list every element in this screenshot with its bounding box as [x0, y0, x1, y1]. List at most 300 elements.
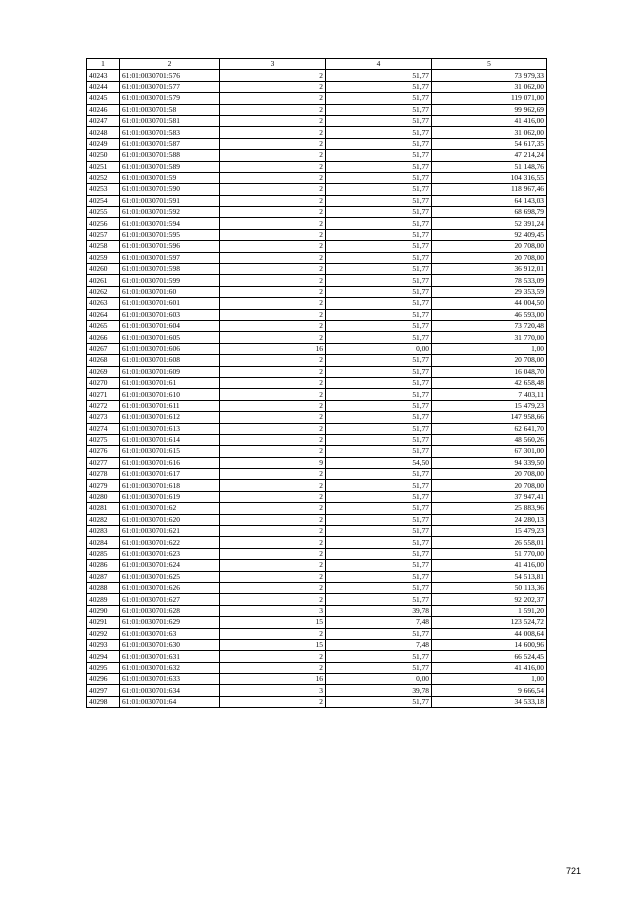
cell-value: 15 479,23	[432, 526, 547, 537]
cell-value: 20 708,00	[432, 355, 547, 366]
cell-record-number: 40295	[87, 662, 120, 673]
cell-area: 51,77	[326, 366, 432, 377]
cell-value: 67 301,00	[432, 446, 547, 457]
table-row	[87, 628, 547, 639]
cell-count: 2	[220, 252, 326, 263]
table-row	[87, 605, 547, 616]
cell-record-number: 40266	[87, 332, 120, 343]
cell-area: 51,77	[326, 320, 432, 331]
table-row	[87, 150, 547, 161]
cell-count: 2	[220, 503, 326, 514]
cell-cadastral-number: 61:01:0030701:59	[120, 172, 220, 183]
cell-record-number: 40258	[87, 241, 120, 252]
cell-record-number: 40249	[87, 138, 120, 149]
cell-area: 51,77	[326, 651, 432, 662]
cell-area: 51,77	[326, 480, 432, 491]
cell-value: 16 048,70	[432, 366, 547, 377]
cell-record-number: 40298	[87, 696, 120, 707]
cell-area: 51,77	[326, 400, 432, 411]
cell-value: 37 947,41	[432, 491, 547, 502]
cell-value: 92 202,37	[432, 594, 547, 605]
cell-area: 51,77	[326, 286, 432, 297]
cell-record-number: 40288	[87, 582, 120, 593]
cell-value: 50 113,36	[432, 582, 547, 593]
cell-record-number: 40273	[87, 412, 120, 423]
cell-area: 51,77	[326, 537, 432, 548]
table-row	[87, 241, 547, 252]
cell-record-number: 40296	[87, 674, 120, 685]
cell-value: 41 416,00	[432, 560, 547, 571]
cell-count: 2	[220, 241, 326, 252]
cell-record-number: 40244	[87, 81, 120, 92]
cell-cadastral-number: 61:01:0030701:633	[120, 674, 220, 685]
cell-count: 2	[220, 377, 326, 388]
cell-area: 51,77	[326, 138, 432, 149]
cell-value: 44 004,50	[432, 298, 547, 309]
table-row	[87, 651, 547, 662]
cell-area: 51,77	[326, 218, 432, 229]
cell-cadastral-number: 61:01:0030701:632	[120, 662, 220, 673]
cell-cadastral-number: 61:01:0030701:597	[120, 252, 220, 263]
cell-value: 20 708,00	[432, 480, 547, 491]
cell-record-number: 40253	[87, 184, 120, 195]
cell-count: 3	[220, 605, 326, 616]
table-row	[87, 161, 547, 172]
table-row	[87, 218, 547, 229]
cell-cadastral-number: 61:01:0030701:615	[120, 446, 220, 457]
page-number: 721	[566, 866, 582, 876]
cell-value: 64 143,03	[432, 195, 547, 206]
cell-value: 34 533,18	[432, 696, 547, 707]
cell-value: 68 698,79	[432, 207, 547, 218]
cell-count: 2	[220, 526, 326, 537]
cell-cadastral-number: 61:01:0030701:603	[120, 309, 220, 320]
cell-area: 51,77	[326, 252, 432, 263]
cell-value: 31 062,00	[432, 81, 547, 92]
cell-cadastral-number: 61:01:0030701:595	[120, 229, 220, 240]
cell-cadastral-number: 61:01:0030701:629	[120, 617, 220, 628]
table-row	[87, 685, 547, 696]
cell-count: 2	[220, 514, 326, 525]
column-header-5: 5	[432, 59, 547, 70]
cell-value: 118 967,46	[432, 184, 547, 195]
table-row	[87, 81, 547, 92]
cell-value: 20 708,00	[432, 241, 547, 252]
table-row	[87, 184, 547, 195]
cell-cadastral-number: 61:01:0030701:604	[120, 320, 220, 331]
cell-value: 31 770,00	[432, 332, 547, 343]
cell-value: 73 720,48	[432, 320, 547, 331]
table-row	[87, 343, 547, 354]
cell-record-number: 40276	[87, 446, 120, 457]
cell-count: 2	[220, 389, 326, 400]
cell-record-number: 40250	[87, 150, 120, 161]
cell-count: 16	[220, 343, 326, 354]
cell-record-number: 40283	[87, 526, 120, 537]
cell-value: 20 708,00	[432, 469, 547, 480]
cell-cadastral-number: 61:01:0030701:610	[120, 389, 220, 400]
table-row	[87, 514, 547, 525]
cell-record-number: 40263	[87, 298, 120, 309]
table-row	[87, 252, 547, 263]
cell-count: 2	[220, 560, 326, 571]
cell-area: 51,77	[326, 275, 432, 286]
cell-record-number: 40275	[87, 434, 120, 445]
cell-cadastral-number: 61:01:0030701:630	[120, 639, 220, 650]
table-row	[87, 207, 547, 218]
table-row	[87, 412, 547, 423]
cell-count: 2	[220, 309, 326, 320]
cell-value: 24 280,13	[432, 514, 547, 525]
cell-count: 2	[220, 423, 326, 434]
cell-record-number: 40247	[87, 115, 120, 126]
cell-record-number: 40257	[87, 229, 120, 240]
cell-count: 2	[220, 651, 326, 662]
cell-value: 119 071,00	[432, 93, 547, 104]
table-row	[87, 104, 547, 115]
cell-record-number: 40274	[87, 423, 120, 434]
cell-record-number: 40270	[87, 377, 120, 388]
table-row	[87, 309, 547, 320]
cell-count: 2	[220, 355, 326, 366]
cell-record-number: 40272	[87, 400, 120, 411]
cell-value: 26 558,01	[432, 537, 547, 548]
table-row	[87, 275, 547, 286]
column-header-1: 1	[87, 59, 120, 70]
data-table	[86, 58, 547, 708]
cell-area: 51,77	[326, 298, 432, 309]
table-row	[87, 389, 547, 400]
cell-cadastral-number: 61:01:0030701:624	[120, 560, 220, 571]
cell-cadastral-number: 61:01:0030701:588	[120, 150, 220, 161]
cell-count: 15	[220, 617, 326, 628]
cell-area: 7,48	[326, 639, 432, 650]
cell-cadastral-number: 61:01:0030701:58	[120, 104, 220, 115]
cell-count: 2	[220, 412, 326, 423]
cell-count: 16	[220, 674, 326, 685]
table-row	[87, 617, 547, 628]
cell-count: 2	[220, 446, 326, 457]
cell-count: 2	[220, 172, 326, 183]
cell-record-number: 40293	[87, 639, 120, 650]
cell-area: 51,77	[326, 628, 432, 639]
cell-count: 2	[220, 662, 326, 673]
cell-cadastral-number: 61:01:0030701:587	[120, 138, 220, 149]
table-row	[87, 377, 547, 388]
cell-area: 51,77	[326, 389, 432, 400]
table-row	[87, 560, 547, 571]
cell-count: 2	[220, 104, 326, 115]
cell-value: 47 214,24	[432, 150, 547, 161]
cell-cadastral-number: 61:01:0030701:623	[120, 548, 220, 559]
cell-area: 51,77	[326, 582, 432, 593]
cell-cadastral-number: 61:01:0030701:577	[120, 81, 220, 92]
cell-value: 78 533,09	[432, 275, 547, 286]
cell-area: 39,78	[326, 605, 432, 616]
cell-cadastral-number: 61:01:0030701:596	[120, 241, 220, 252]
cell-count: 2	[220, 229, 326, 240]
cell-record-number: 40262	[87, 286, 120, 297]
cell-record-number: 40287	[87, 571, 120, 582]
table-row	[87, 446, 547, 457]
cell-record-number: 40291	[87, 617, 120, 628]
cell-record-number: 40271	[87, 389, 120, 400]
table-row	[87, 366, 547, 377]
cell-value: 41 416,00	[432, 662, 547, 673]
cell-area: 51,77	[326, 81, 432, 92]
cell-cadastral-number: 61:01:0030701:622	[120, 537, 220, 548]
cell-cadastral-number: 61:01:0030701:579	[120, 93, 220, 104]
cell-value: 9 666,54	[432, 685, 547, 696]
cell-count: 2	[220, 127, 326, 138]
cell-record-number: 40243	[87, 70, 120, 81]
cell-cadastral-number: 61:01:0030701:621	[120, 526, 220, 537]
cell-count: 2	[220, 537, 326, 548]
cell-cadastral-number: 61:01:0030701:620	[120, 514, 220, 525]
cell-cadastral-number: 61:01:0030701:611	[120, 400, 220, 411]
cell-area: 51,77	[326, 264, 432, 275]
cell-value: 104 316,55	[432, 172, 547, 183]
cell-cadastral-number: 61:01:0030701:590	[120, 184, 220, 195]
cell-record-number: 40255	[87, 207, 120, 218]
cell-count: 2	[220, 571, 326, 582]
cell-record-number: 40252	[87, 172, 120, 183]
cell-area: 54,50	[326, 457, 432, 468]
cell-area: 51,77	[326, 696, 432, 707]
table-row	[87, 138, 547, 149]
cell-count: 2	[220, 218, 326, 229]
column-header-2: 2	[120, 59, 220, 70]
table-row	[87, 548, 547, 559]
table-row	[87, 457, 547, 468]
cell-value: 7 403,11	[432, 389, 547, 400]
cell-record-number: 40297	[87, 685, 120, 696]
cell-area: 51,77	[326, 172, 432, 183]
cell-value: 99 962,69	[432, 104, 547, 115]
cell-record-number: 40254	[87, 195, 120, 206]
cell-record-number: 40251	[87, 161, 120, 172]
cell-count: 2	[220, 332, 326, 343]
cell-value: 15 479,23	[432, 400, 547, 411]
cell-value: 54 617,35	[432, 138, 547, 149]
cell-cadastral-number: 61:01:0030701:64	[120, 696, 220, 707]
cell-record-number: 40264	[87, 309, 120, 320]
cell-area: 51,77	[326, 434, 432, 445]
table-row	[87, 503, 547, 514]
cell-value: 1 591,20	[432, 605, 547, 616]
cell-count: 2	[220, 150, 326, 161]
cell-count: 2	[220, 184, 326, 195]
cell-count: 3	[220, 685, 326, 696]
cell-area: 0,00	[326, 674, 432, 685]
cell-cadastral-number: 61:01:0030701:613	[120, 423, 220, 434]
column-header-3: 3	[220, 59, 326, 70]
cell-cadastral-number: 61:01:0030701:583	[120, 127, 220, 138]
cell-area: 51,77	[326, 548, 432, 559]
cell-record-number: 40265	[87, 320, 120, 331]
cell-record-number: 40248	[87, 127, 120, 138]
cell-value: 41 416,00	[432, 115, 547, 126]
cell-record-number: 40277	[87, 457, 120, 468]
table-row	[87, 434, 547, 445]
cell-cadastral-number: 61:01:0030701:591	[120, 195, 220, 206]
cell-record-number: 40286	[87, 560, 120, 571]
table-row	[87, 195, 547, 206]
cell-cadastral-number: 61:01:0030701:606	[120, 343, 220, 354]
cell-value: 36 912,01	[432, 264, 547, 275]
table-row	[87, 491, 547, 502]
table-row	[87, 286, 547, 297]
cell-area: 51,77	[326, 70, 432, 81]
cell-count: 2	[220, 275, 326, 286]
cell-record-number: 40292	[87, 628, 120, 639]
table-row	[87, 400, 547, 411]
cell-value: 14 600,96	[432, 639, 547, 650]
cell-count: 2	[220, 264, 326, 275]
cell-area: 51,77	[326, 309, 432, 320]
cell-record-number: 40268	[87, 355, 120, 366]
cell-count: 2	[220, 628, 326, 639]
cell-count: 2	[220, 161, 326, 172]
table-row	[87, 537, 547, 548]
table-row	[87, 93, 547, 104]
cell-cadastral-number: 61:01:0030701:618	[120, 480, 220, 491]
cell-area: 51,77	[326, 332, 432, 343]
cell-area: 39,78	[326, 685, 432, 696]
cell-value: 51 148,76	[432, 161, 547, 172]
cell-count: 2	[220, 400, 326, 411]
cell-count: 2	[220, 81, 326, 92]
cell-area: 51,77	[326, 560, 432, 571]
cell-record-number: 40281	[87, 503, 120, 514]
cell-area: 51,77	[326, 412, 432, 423]
cell-cadastral-number: 61:01:0030701:589	[120, 161, 220, 172]
cell-value: 1,00	[432, 343, 547, 354]
cell-count: 2	[220, 548, 326, 559]
cell-area: 51,77	[326, 503, 432, 514]
cell-value: 94 339,50	[432, 457, 547, 468]
cell-count: 2	[220, 70, 326, 81]
table-row	[87, 696, 547, 707]
cell-record-number: 40284	[87, 537, 120, 548]
cell-value: 62 641,70	[432, 423, 547, 434]
cell-area: 51,77	[326, 207, 432, 218]
cell-area: 51,77	[326, 161, 432, 172]
table-row	[87, 582, 547, 593]
table-row	[87, 662, 547, 673]
cell-value: 92 409,45	[432, 229, 547, 240]
cell-record-number: 40246	[87, 104, 120, 115]
cell-area: 51,77	[326, 526, 432, 537]
table-row	[87, 229, 547, 240]
cell-cadastral-number: 61:01:0030701:576	[120, 70, 220, 81]
table-row	[87, 639, 547, 650]
cell-area: 51,77	[326, 491, 432, 502]
table-row	[87, 571, 547, 582]
cell-count: 2	[220, 434, 326, 445]
cell-cadastral-number: 61:01:0030701:634	[120, 685, 220, 696]
cell-area: 51,77	[326, 469, 432, 480]
cell-record-number: 40256	[87, 218, 120, 229]
table-row	[87, 264, 547, 275]
table-row	[87, 480, 547, 491]
table-row	[87, 526, 547, 537]
cell-record-number: 40285	[87, 548, 120, 559]
cell-value: 44 008,64	[432, 628, 547, 639]
table-row	[87, 594, 547, 605]
cell-area: 51,77	[326, 127, 432, 138]
cell-record-number: 40279	[87, 480, 120, 491]
cell-record-number: 40282	[87, 514, 120, 525]
table-row	[87, 320, 547, 331]
cell-record-number: 40290	[87, 605, 120, 616]
cell-cadastral-number: 61:01:0030701:614	[120, 434, 220, 445]
cell-cadastral-number: 61:01:0030701:609	[120, 366, 220, 377]
cell-value: 46 593,00	[432, 309, 547, 320]
cell-area: 51,77	[326, 514, 432, 525]
cell-value: 51 770,00	[432, 548, 547, 559]
cell-count: 2	[220, 594, 326, 605]
cell-record-number: 40289	[87, 594, 120, 605]
cell-cadastral-number: 61:01:0030701:598	[120, 264, 220, 275]
cell-record-number: 40278	[87, 469, 120, 480]
cell-area: 51,77	[326, 104, 432, 115]
cell-cadastral-number: 61:01:0030701:631	[120, 651, 220, 662]
cell-count: 2	[220, 115, 326, 126]
table-row	[87, 469, 547, 480]
cell-count: 2	[220, 138, 326, 149]
cell-value: 54 513,81	[432, 571, 547, 582]
cell-value: 147 958,66	[432, 412, 547, 423]
cell-count: 15	[220, 639, 326, 650]
cell-cadastral-number: 61:01:0030701:599	[120, 275, 220, 286]
cell-record-number: 40267	[87, 343, 120, 354]
table-row	[87, 355, 547, 366]
table-row	[87, 70, 547, 81]
cell-area: 51,77	[326, 662, 432, 673]
cell-value: 48 560,26	[432, 434, 547, 445]
cell-cadastral-number: 61:01:0030701:617	[120, 469, 220, 480]
cell-cadastral-number: 61:01:0030701:619	[120, 491, 220, 502]
cell-value: 1,00	[432, 674, 547, 685]
cell-cadastral-number: 61:01:0030701:616	[120, 457, 220, 468]
cell-cadastral-number: 61:01:0030701:63	[120, 628, 220, 639]
cell-area: 51,77	[326, 446, 432, 457]
table-row	[87, 115, 547, 126]
cell-cadastral-number: 61:01:0030701:581	[120, 115, 220, 126]
cell-count: 2	[220, 93, 326, 104]
cell-value: 31 062,00	[432, 127, 547, 138]
cell-record-number: 40260	[87, 264, 120, 275]
cell-value: 29 353,59	[432, 286, 547, 297]
cell-value: 42 658,48	[432, 377, 547, 388]
cell-record-number: 40261	[87, 275, 120, 286]
cell-count: 9	[220, 457, 326, 468]
cell-cadastral-number: 61:01:0030701:625	[120, 571, 220, 582]
table-row	[87, 423, 547, 434]
cell-cadastral-number: 61:01:0030701:608	[120, 355, 220, 366]
cell-count: 2	[220, 582, 326, 593]
table-header-row	[87, 59, 547, 70]
cell-value: 73 979,33	[432, 70, 547, 81]
table-row	[87, 127, 547, 138]
cell-record-number: 40245	[87, 93, 120, 104]
cell-value: 25 883,96	[432, 503, 547, 514]
cell-area: 51,77	[326, 229, 432, 240]
cell-count: 2	[220, 207, 326, 218]
cell-count: 2	[220, 491, 326, 502]
cell-cadastral-number: 61:01:0030701:62	[120, 503, 220, 514]
